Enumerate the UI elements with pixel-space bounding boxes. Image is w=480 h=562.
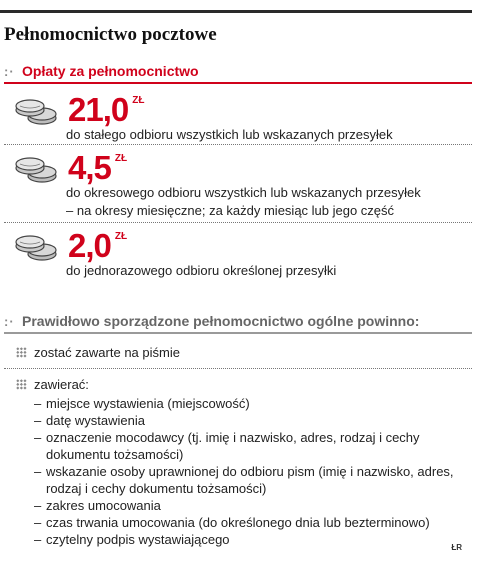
requirement-sublist (34, 395, 470, 548)
requirement-item (16, 376, 470, 548)
dotted-divider (4, 144, 472, 145)
requirement-item (16, 344, 470, 361)
sublist-item: – czas trwania umocowania (do określonego dnia lub bezterminowo) (34, 514, 470, 531)
author-credit: ŁR (451, 543, 462, 552)
section-marker-icon: :· (4, 313, 15, 329)
section-marker-icon: :· (4, 63, 15, 79)
sublist-item: – datę wystawienia (34, 412, 470, 429)
fee-description-line: do okresowego odbioru wszystkich lub wskazanych przesyłek (66, 185, 421, 200)
page-title: Pełnomocnictwo pocztowe (4, 24, 217, 45)
dotted-divider (4, 222, 472, 223)
fee-description-line: do stałego odbioru wszystkich lub wskazanych przesyłek (66, 127, 393, 142)
coins-icon (12, 154, 60, 184)
dotted-divider (4, 368, 472, 369)
fee-description (66, 126, 472, 144)
fee-item (4, 92, 472, 144)
sublist-item: – oznaczenie mocodawcy (tj. imię i nazwisko, adres, rodzaj i cechy dokumentu tożsamości) (34, 429, 470, 463)
fee-description-line: do jednorazowego odbioru określonej przesyłki (66, 263, 337, 278)
sublist-item: – miejsce wystawienia (miejscowość) (34, 395, 470, 412)
coins-icon (12, 232, 60, 262)
grid-bullet-icon (16, 379, 27, 390)
section-fees-header (4, 60, 472, 84)
top-rule (0, 10, 472, 13)
fee-currency: ZŁ (114, 231, 128, 242)
requirement-text: zawierać: (34, 377, 89, 392)
sublist-item: – czytelny podpis wystawiającego (34, 531, 470, 548)
fee-description-line: – na okresy miesięczne; za każdy miesiąc lub jego część (66, 203, 395, 218)
sublist-item: – zakres umocowania (34, 497, 470, 514)
fee-description (66, 184, 472, 220)
section-requirements-header (4, 310, 472, 334)
fee-currency: ZŁ (132, 95, 145, 106)
coins-icon (12, 96, 60, 126)
fee-currency: ZŁ (114, 153, 128, 164)
requirement-text: zostać zawarte na piśmie (34, 345, 180, 360)
section-requirements-title: Prawidłowo sporządzone pełnomocnictwo ogólne powinno: (22, 313, 420, 329)
sublist-item: – wskazanie osoby uprawnionej do odbioru pism (imię i nazwisko, adres, rodzaj i cechy dokumentu tożsamości) (34, 463, 470, 497)
fee-description (66, 262, 472, 280)
fee-amount: 4,5 (68, 149, 111, 186)
section-fees-title: Opłaty za pełnomocnictwo (22, 63, 199, 79)
fee-amount: 2,0 (68, 227, 111, 264)
fee-item (4, 228, 472, 280)
grid-bullet-icon (16, 347, 27, 358)
fee-item (4, 150, 472, 220)
fee-amount: 21,0 (68, 91, 129, 128)
